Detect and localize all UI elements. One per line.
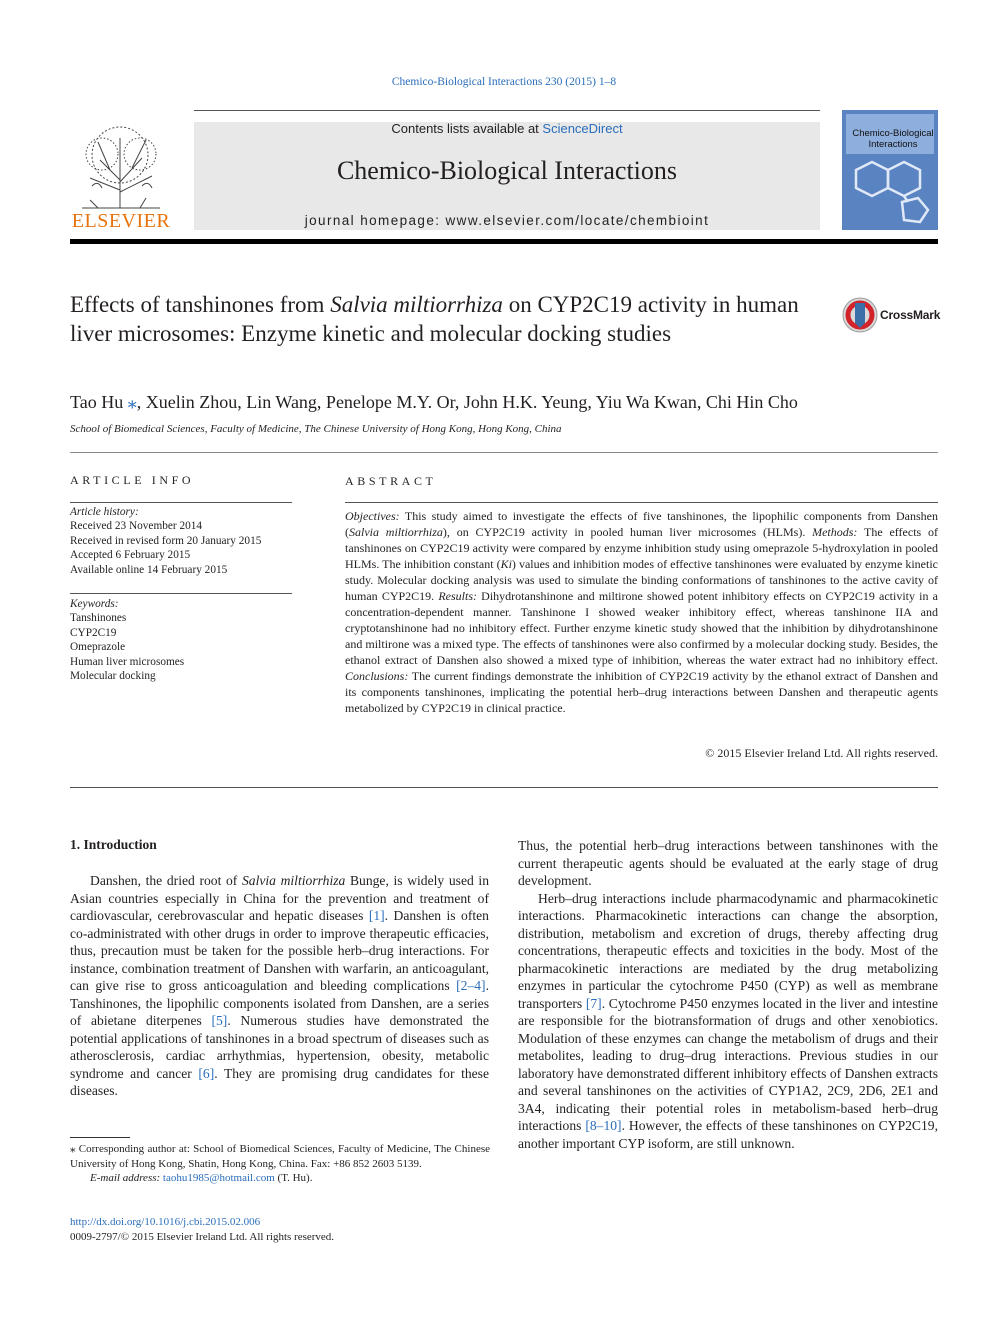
- footnote-rule: [70, 1137, 130, 1138]
- text-segment: Herb–drug interactions include pharmacodynamic and pharmacokinetic interactions. Pharmacokinetic interactions can change the absorption, distribution, metabolism and excretion of drugs, thereby affecting drug concentrations, therapeutic effects and toxicities in the body. Most of the pharmacokinetic interactions are mediated by the drug metabolizing enzymes in particular the cytochrome P450 (CYP) as well as membrane transporters: [518, 890, 938, 1011]
- citation-link[interactable]: [7]: [585, 995, 602, 1011]
- body-column-right: [518, 837, 938, 1152]
- objectives-label: Objectives:: [345, 509, 400, 523]
- contents-line: [194, 121, 820, 136]
- email-label: E-mail address:: [90, 1172, 163, 1184]
- history-revised: Received in revised form 20 January 2015: [70, 534, 262, 547]
- abstract-segment: This study aimed to investigate the effects of five tanshinones, the lipophilic components from Danshen (: [345, 509, 938, 539]
- journal-reference-link[interactable]: Chemico-Biological Interactions 230 (2015) 1–8: [391, 76, 617, 88]
- keyword-item: Tanshinones: [70, 612, 127, 625]
- history-online: Available online 14 February 2015: [70, 563, 228, 576]
- journal-reference[interactable]: [0, 76, 992, 88]
- affiliation: School of Biomedical Sciences, Faculty of Medicine, The Chinese University of Hong Kong, Hong Kong, China: [70, 423, 562, 435]
- text-segment: . They are promising drug candidates for these diseases.: [70, 1065, 489, 1098]
- article-title: [70, 290, 810, 348]
- email-suffix: (T. Hu).: [274, 1172, 313, 1184]
- text-segment: . Cytochrome P450 enzymes located in the liver and intestine are responsible for the biotransformation of drugs and other xenobiotics. Modulation of these enzymes can change the metabolism of drugs and their metabolites, leading to drug–drug interactions. Previous studies in our laboratory have demonstrated different inhibitory effects of Danshen extracts and several tanshinones on the activities of CYP1A2, 2C9, 2D6, 2E1 and 3A4, indicating their potential roles in metabolism-based herb–drug interactions: [518, 995, 938, 1133]
- text-segment: . Tanshinones, the lipophilic components isolated from Danshen, are a series of abietane diterpenes: [70, 978, 489, 1028]
- keywords-label: Keywords:: [70, 598, 119, 610]
- title-part-2: on CYP2C19 activity in human liver microsomes: Enzyme kinetic and molecular docking studies: [70, 292, 799, 346]
- keywords: [70, 597, 292, 683]
- abstract-segment: The effects of tanshinones on CYP2C19 activity were compared by enzyme inhibition study using omeprazole 5-hydroxylation in pooled HLMs. The inhibition constant (: [345, 525, 938, 571]
- abstract-segment: Dihydrotanshinone and miltirone showed potent inhibitory effects on CYP2C19 activity in a concentration-dependent manner. Tanshinone I showed weaker inhibitory effect, whereas tanshinone IIA and cryptotanshinone had no inhibitory effect. Further enzyme kinetic study showed that the inhibition by dihydrotanshinone and miltirone was a mixed type. The effects of tanshinones were also confirmed by a molecular docking study. Besides, the ethanol extract of Danshen also showed a mixed type of inhibition, whereas the water extract had no inhibitory effect.: [345, 589, 939, 667]
- keyword-item: Omeprazole: [70, 641, 126, 654]
- abstract-copyright: © 2015 Elsevier Ireland Ltd. All rights reserved.: [705, 746, 938, 760]
- title-species: Salvia miltiorrhiza: [330, 292, 503, 317]
- divider: [345, 502, 938, 503]
- article-info-heading: ARTICLE INFO: [70, 473, 195, 487]
- paragraph: Thus, the potential herb–drug interactions between tanshinones with the current therapeutic agents should be evaluated at the early stage of drug development.: [518, 838, 938, 888]
- keyword-item: CYP2C19: [70, 626, 117, 639]
- conclusions-label: Conclusions:: [345, 669, 409, 683]
- body-column-left: [70, 872, 489, 1100]
- other-authors: , Xuelin Zhou, Lin Wang, Penelope M.Y. Or, John H.K. Yeung, Yiu Wa Kwan, Chi Hin Cho: [136, 392, 798, 412]
- species-name: Salvia miltiorrhiza: [241, 873, 346, 888]
- text-segment: . However, the effects of these tanshinones on CYP2C19, another important CYP isoform, are still unknown.: [518, 1118, 938, 1151]
- history-received: Received 23 November 2014: [70, 520, 203, 533]
- email-link[interactable]: taohu1985@hotmail.com: [162, 1172, 275, 1184]
- history-label: Article history:: [70, 506, 139, 518]
- citation-link[interactable]: [5]: [211, 1013, 228, 1028]
- abstract-heading: ABSTRACT: [345, 474, 437, 488]
- footnote-mark: ⁎: [70, 1143, 76, 1155]
- issn-line: 0009-2797/© 2015 Elsevier Ireland Ltd. All rights reserved.: [70, 1231, 335, 1243]
- divider: [70, 452, 938, 453]
- keyword-item: Molecular docking: [70, 670, 156, 683]
- cover-title: Chemico-Biological Interactions: [852, 128, 934, 150]
- header-rule: [70, 239, 938, 244]
- corresponding-author-mark[interactable]: ⁎: [127, 392, 137, 412]
- section-heading-introduction: 1. Introduction: [70, 837, 157, 852]
- journal-homepage: [194, 213, 820, 228]
- abstract-segment: The current findings demonstrate the inhibition of CYP2C19 activity by the ethanol extract of Danshen and its components tanshinones, implicating the potential herb–drug interactions between Danshen and therapeutic agents metabolized by CYP2C19 in clinical practice.: [345, 669, 938, 715]
- text-segment: Bunge, is widely used in Asian countries especially in China for the prevention and treatment of cardiovascular, cerebrovascular and hepatic diseases: [70, 873, 489, 923]
- footnote-text: Corresponding author at: School of Biomedical Sciences, Faculty of Medicine, The Chinese University of Hong Kong, Shatin, Hong Kong, China. Fax: +86 852 2603 5139.: [70, 1143, 490, 1170]
- author-tao-hu[interactable]: Tao Hu: [70, 392, 124, 412]
- text-segment: . Danshen is often co-administrated with other drugs in order to improve therapeutic efficacies, thus, precaution must be taken for the possible herb–drug interactions. For instance, combination treatment of Danshen with warfarin, an anticoagulant, can give rise to gross anticoagulation and bleeding complications: [70, 908, 489, 993]
- sciencedirect-link[interactable]: ScienceDirect: [542, 121, 623, 136]
- abstract-text: [345, 508, 938, 716]
- crossmark-label[interactable]: CrossMark: [880, 308, 941, 322]
- top-rule: [194, 110, 820, 111]
- homepage-prefix: journal homepage:: [304, 213, 446, 228]
- history-accepted: Accepted 6 February 2015: [70, 549, 191, 562]
- citation-link[interactable]: [6]: [198, 1065, 215, 1081]
- divider: [70, 787, 938, 788]
- paragraph: [70, 872, 489, 1100]
- abstract-species: Salvia miltiorrhiza: [349, 525, 443, 539]
- article-history: [70, 505, 292, 577]
- journal-title: Chemico-Biological Interactions: [336, 156, 678, 185]
- ki-symbol: Ki: [500, 557, 512, 571]
- abstract-segment: ) values and inhibition modes of effective tanshinones were evaluated by enzyme kinetic study. Molecular docking analysis was used to simulate the binding conformations of tanshinones to the active cavity of human CYP2C19.: [345, 557, 938, 603]
- homepage-link[interactable]: www.elsevier.com/locate/chembioint: [445, 213, 710, 228]
- text-segment: Danshen, the dried root of: [90, 873, 242, 888]
- keyword-item: Human liver microsomes: [70, 655, 185, 668]
- doi-line[interactable]: [70, 1216, 260, 1228]
- title-part-1: Effects of tanshinones from: [70, 292, 331, 317]
- citation-link[interactable]: [8–10]: [585, 1118, 622, 1133]
- divider: [70, 502, 292, 503]
- contents-prefix: Contents lists available at: [391, 121, 543, 136]
- text-segment: . Numerous studies have demonstrated the potential applications of tanshinones in a broad spectrum of diseases such as atherosclerosis, cardiac arrhythmias, hypertension, obesity, metabolic syndrome and cancer: [70, 1013, 489, 1081]
- author-list: [70, 392, 938, 413]
- citation-link[interactable]: [2–4]: [456, 978, 486, 993]
- paragraph: [518, 890, 938, 1153]
- doi-link[interactable]: http://dx.doi.org/10.1016/j.cbi.2015.02.006: [70, 1216, 261, 1228]
- results-label: Results:: [438, 589, 478, 603]
- elsevier-wordmark: ELSEVIER: [71, 210, 171, 232]
- methods-label: Methods:: [812, 525, 858, 539]
- citation-link[interactable]: [1]: [368, 908, 385, 923]
- corresponding-author-footnote: [70, 1142, 490, 1186]
- abstract-segment: ), on CYP2C19 activity in pooled human liver microsomes (HLMs).: [442, 525, 813, 539]
- divider: [70, 593, 292, 594]
